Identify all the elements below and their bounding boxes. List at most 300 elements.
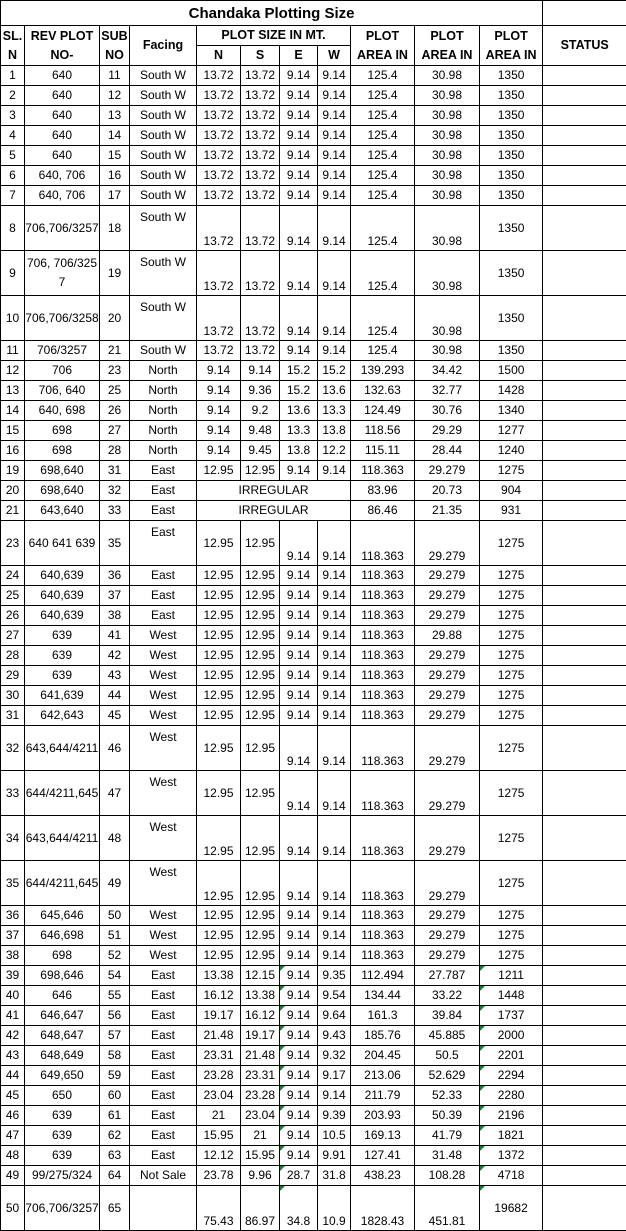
cell-area-3: 1275 [480,906,543,926]
cell-rev-plot: 643,644/4211 [25,726,100,771]
cell-e: 9.14 [280,461,318,481]
cell-area-2: 29.279 [415,861,480,906]
cell-n: 16.12 [197,986,241,1006]
table-row [1,666,626,686]
cell-sl: 26 [1,606,25,626]
cell-e: 9.14 [280,986,318,1006]
cell-rev-plot: 650 [25,1086,100,1106]
table-row [1,1066,626,1086]
header-n: N [197,46,241,66]
table-row [1,341,626,361]
cell-status [543,106,626,126]
cell-n: 12.95 [197,726,241,771]
cell-sl: 11 [1,341,25,361]
cell-e: 9.14 [280,126,318,146]
cell-area-1: 438.23 [351,1166,415,1186]
cell-sl: 23 [1,521,25,566]
cell-rev-plot: 640,639 [25,606,100,626]
cell-n: 19.17 [197,1006,241,1026]
cell-facing: West [130,926,197,946]
cell-s: 13.72 [241,166,280,186]
cell-sub-no: 49 [100,861,130,906]
cell-e: 9.14 [280,566,318,586]
cell-status [543,816,626,861]
cell-sub-no: 16 [100,166,130,186]
cell-status [543,1186,626,1231]
table-row [1,126,626,146]
table-row [1,441,626,461]
cell-n: 21 [197,1106,241,1126]
cell-w: 9.14 [318,726,351,771]
cell-rev-plot: 646,698 [25,926,100,946]
cell-area-2: 30.98 [415,126,480,146]
cell-rev-plot: 642,643 [25,706,100,726]
cell-w: 9.14 [318,106,351,126]
header-area-3: PLOT AREA IN [480,26,543,66]
cell-s: 21.48 [241,1046,280,1066]
cell-rev-plot: 640 [25,106,100,126]
cell-area-3: 1275 [480,586,543,606]
cell-e: 9.14 [280,966,318,986]
cell-area-3: 19682 [480,1186,543,1231]
cell-s: 13.72 [241,86,280,106]
cell-sub-no: 32 [100,481,130,501]
cell-rev-plot: 99/275/324 [25,1166,100,1186]
cell-sl: 47 [1,1126,25,1146]
cell-area-2: 30.98 [415,296,480,341]
cell-area-3: 1275 [480,461,543,481]
cell-sl: 24 [1,566,25,586]
cell-area-2: 29.279 [415,726,480,771]
cell-n: 9.14 [197,421,241,441]
cell-rev-plot: 640 [25,126,100,146]
cell-sl: 30 [1,686,25,706]
cell-s: 12.95 [241,861,280,906]
cell-status [543,521,626,566]
cell-facing: East [130,501,197,521]
cell-facing: East [130,966,197,986]
cell-s: 12.95 [241,586,280,606]
cell-rev-plot: 640 [25,66,100,86]
cell-area-1: 139.293 [351,361,415,381]
cell-status [543,926,626,946]
cell-area-3: 1275 [480,646,543,666]
cell-area-3: 1275 [480,706,543,726]
cell-status [543,66,626,86]
cell-w: 9.14 [318,626,351,646]
cell-facing: East [130,521,197,566]
cell-e: 9.14 [280,706,318,726]
cell-sl: 32 [1,726,25,771]
cell-sl: 15 [1,421,25,441]
table-row [1,706,626,726]
cell-sub-no: 44 [100,686,130,706]
cell-status [543,1106,626,1126]
page-title: Chandaka Plotting Size [1,1,543,26]
cell-area-1: 125.4 [351,186,415,206]
cell-w: 9.14 [318,206,351,251]
table-body [1,66,626,1231]
cell-n: 13.72 [197,106,241,126]
cell-area-1: 118.363 [351,946,415,966]
cell-sub-no: 15 [100,146,130,166]
cell-s: 9.48 [241,421,280,441]
header-area-1: PLOT AREA IN [351,26,415,66]
cell-area-3: 1275 [480,686,543,706]
cell-n: 13.72 [197,206,241,251]
cell-e: 9.14 [280,1126,318,1146]
cell-area-3: 1350 [480,106,543,126]
cell-sub-no: 61 [100,1106,130,1126]
cell-w: 9.14 [318,146,351,166]
cell-w: 9.32 [318,1046,351,1066]
cell-status [543,481,626,501]
cell-n: 13.72 [197,296,241,341]
cell-w: 9.14 [318,706,351,726]
cell-facing: East [130,1026,197,1046]
header-sub: SUB NO [100,26,130,66]
cell-rev-plot: 640 641 639 [25,521,100,566]
cell-area-2: 29.88 [415,626,480,646]
cell-rev-plot: 640,639 [25,586,100,606]
cell-area-3: 1275 [480,666,543,686]
cell-sl: 40 [1,986,25,1006]
table-row [1,251,626,296]
cell-sl: 31 [1,706,25,726]
cell-facing: West [130,861,197,906]
cell-area-1: 118.363 [351,461,415,481]
cell-sl: 38 [1,946,25,966]
cell-area-1: 118.363 [351,771,415,816]
header-area-2: PLOT AREA IN [415,26,480,66]
cell-area-1: 124.49 [351,401,415,421]
cell-s: 12.95 [241,706,280,726]
cell-n: 12.95 [197,686,241,706]
cell-n: 12.95 [197,926,241,946]
cell-area-2: 32.77 [415,381,480,401]
cell-sl: 27 [1,626,25,646]
table-row [1,986,626,1006]
cell-s: 12.15 [241,966,280,986]
cell-area-2: 29.279 [415,606,480,626]
cell-rev-plot: 643,644/4211 [25,816,100,861]
cell-status [543,1126,626,1146]
table-row [1,816,626,861]
cell-area-1: 118.363 [351,726,415,771]
cell-area-2: 52.33 [415,1086,480,1106]
cell-e: 9.14 [280,166,318,186]
cell-n: 12.95 [197,771,241,816]
cell-facing: West [130,666,197,686]
cell-sub-no: 52 [100,946,130,966]
cell-area-1: 125.4 [351,206,415,251]
cell-rev-plot: 644/4211,645 [25,861,100,906]
cell-area-3: 1500 [480,361,543,381]
cell-sub-no: 56 [100,1006,130,1026]
cell-w: 9.14 [318,906,351,926]
cell-e: 9.14 [280,666,318,686]
cell-w: 9.14 [318,646,351,666]
cell-area-1: 125.4 [351,106,415,126]
cell-status [543,1006,626,1026]
table-row [1,946,626,966]
cell-sl: 16 [1,441,25,461]
cell-sl: 41 [1,1006,25,1026]
cell-facing: South W [130,86,197,106]
cell-e: 9.14 [280,206,318,251]
cell-e: 9.14 [280,146,318,166]
cell-status [543,1026,626,1046]
header-status: STATUS [543,26,626,66]
cell-area-2: 27.787 [415,966,480,986]
cell-facing: Not Sale [130,1166,197,1186]
table-row [1,86,626,106]
cell-area-2: 29.279 [415,521,480,566]
cell-area-2: 30.76 [415,401,480,421]
cell-e: 9.14 [280,1086,318,1106]
cell-n: 9.14 [197,441,241,461]
cell-s: 12.95 [241,461,280,481]
cell-e: 9.14 [280,1006,318,1026]
cell-rev-plot: 649,650 [25,1066,100,1086]
cell-e: 9.14 [280,106,318,126]
cell-s: 9.96 [241,1166,280,1186]
cell-sl: 1 [1,66,25,86]
cell-s: 13.72 [241,66,280,86]
cell-w: 9.14 [318,1086,351,1106]
cell-area-1: 1828.43 [351,1186,415,1231]
cell-status [543,726,626,771]
cell-rev-plot: 639 [25,1126,100,1146]
cell-sub-no: 26 [100,401,130,421]
cell-e: 28.7 [280,1166,318,1186]
cell-w: 9.14 [318,66,351,86]
cell-facing: West [130,706,197,726]
cell-area-3: 4718 [480,1166,543,1186]
table-row [1,586,626,606]
cell-facing: West [130,626,197,646]
cell-e: 9.14 [280,686,318,706]
table-row [1,106,626,126]
cell-area-3: 904 [480,481,543,501]
cell-n: 13.72 [197,146,241,166]
cell-area-1: 118.363 [351,861,415,906]
cell-area-3: 931 [480,501,543,521]
cell-area-1: 118.363 [351,626,415,646]
cell-s: 12.95 [241,566,280,586]
cell-s: 16.12 [241,1006,280,1026]
cell-sub-no: 51 [100,926,130,946]
cell-rev-plot: 645,646 [25,906,100,926]
table-row [1,926,626,946]
cell-n: 12.95 [197,666,241,686]
cell-rev-plot: 698 [25,421,100,441]
table-row [1,1006,626,1026]
cell-w: 10.5 [318,1126,351,1146]
cell-area-2: 30.98 [415,106,480,126]
cell-facing: West [130,946,197,966]
cell-rev-plot: 639 [25,646,100,666]
cell-sl: 46 [1,1106,25,1126]
header-s: S [241,46,280,66]
cell-e: 9.14 [280,66,318,86]
cell-facing: East [130,1126,197,1146]
cell-sub-no: 18 [100,206,130,251]
cell-s: 13.72 [241,126,280,146]
cell-e: 9.14 [280,816,318,861]
cell-n: 12.95 [197,816,241,861]
cell-rev-plot: 639 [25,1106,100,1126]
cell-status [543,441,626,461]
cell-n: 9.14 [197,361,241,381]
cell-sl: 2 [1,86,25,106]
cell-sub-no: 13 [100,106,130,126]
cell-s: 13.72 [241,251,280,296]
cell-area-3: 2280 [480,1086,543,1106]
cell-area-1: 185.76 [351,1026,415,1046]
cell-status [543,401,626,421]
cell-sl: 36 [1,906,25,926]
title-blank-cell [543,1,626,26]
cell-e: 13.8 [280,441,318,461]
cell-rev-plot: 640, 698 [25,401,100,421]
cell-sub-no: 23 [100,361,130,381]
cell-sl: 14 [1,401,25,421]
cell-sub-no: 14 [100,126,130,146]
cell-sub-no: 12 [100,86,130,106]
cell-e: 9.14 [280,926,318,946]
header-facing: Facing [130,26,197,66]
cell-area-1: 118.363 [351,566,415,586]
cell-area-3: 1350 [480,206,543,251]
cell-area-3: 1275 [480,521,543,566]
cell-e: 9.14 [280,521,318,566]
cell-rev-plot: 646 [25,986,100,1006]
cell-sub-no: 21 [100,341,130,361]
cell-sl: 8 [1,206,25,251]
cell-w: 9.39 [318,1106,351,1126]
cell-sub-no: 28 [100,441,130,461]
cell-e: 9.14 [280,86,318,106]
cell-sub-no: 59 [100,1066,130,1086]
cell-facing: East [130,1006,197,1026]
cell-status [543,966,626,986]
cell-s: 23.31 [241,1066,280,1086]
cell-facing: East [130,986,197,1006]
cell-area-1: 118.363 [351,706,415,726]
cell-n: 23.28 [197,1066,241,1086]
cell-area-1: 118.363 [351,926,415,946]
cell-s: 9.45 [241,441,280,461]
cell-w: 9.14 [318,771,351,816]
cell-sl: 33 [1,771,25,816]
cell-area-3: 1211 [480,966,543,986]
cell-area-2: 451.81 [415,1186,480,1231]
cell-rev-plot: 698 [25,946,100,966]
cell-rev-plot: 644/4211,645 [25,771,100,816]
cell-w: 9.14 [318,686,351,706]
cell-rev-plot: 640, 706 [25,166,100,186]
table-row [1,566,626,586]
cell-area-1: 118.56 [351,421,415,441]
cell-area-3: 1350 [480,166,543,186]
cell-area-3: 1275 [480,566,543,586]
table-row [1,461,626,481]
cell-sub-no: 42 [100,646,130,666]
cell-area-2: 30.98 [415,206,480,251]
cell-e: 13.6 [280,401,318,421]
cell-area-1: 203.93 [351,1106,415,1126]
cell-area-2: 30.98 [415,146,480,166]
cell-s: 12.95 [241,606,280,626]
cell-sub-no: 25 [100,381,130,401]
cell-area-3: 1275 [480,946,543,966]
cell-area-2: 20.73 [415,481,480,501]
cell-w: 9.14 [318,946,351,966]
cell-n: 9.14 [197,381,241,401]
cell-facing: North [130,441,197,461]
cell-area-3: 1275 [480,726,543,771]
cell-area-3: 1240 [480,441,543,461]
cell-status [543,206,626,251]
cell-sub-no: 36 [100,566,130,586]
table-row [1,906,626,926]
header-rev: REV PLOT NO- [25,26,100,66]
cell-s: 12.95 [241,926,280,946]
cell-n: 12.95 [197,646,241,666]
cell-facing: East [130,586,197,606]
cell-facing: East [130,1106,197,1126]
cell-sub-no: 31 [100,461,130,481]
cell-w: 9.14 [318,86,351,106]
cell-rev-plot: 706,706/3257 [25,1186,100,1231]
cell-sl: 34 [1,816,25,861]
cell-area-1: 118.363 [351,606,415,626]
cell-area-1: 125.4 [351,126,415,146]
cell-n: 23.04 [197,1086,241,1106]
cell-area-3: 1275 [480,626,543,646]
cell-e: 9.14 [280,906,318,926]
cell-n: 12.95 [197,706,241,726]
cell-area-3: 1275 [480,816,543,861]
table-row [1,1186,626,1231]
cell-area-3: 1372 [480,1146,543,1166]
cell-area-2: 29.279 [415,566,480,586]
cell-rev-plot: 706, 706/3257 [25,251,100,296]
cell-sub-no: 17 [100,186,130,206]
cell-area-1: 118.363 [351,686,415,706]
cell-s: 23.28 [241,1086,280,1106]
table-row [1,726,626,771]
cell-area-3: 1277 [480,421,543,441]
cell-w: 13.3 [318,401,351,421]
cell-n: 13.72 [197,66,241,86]
cell-s: 13.72 [241,146,280,166]
table-row [1,861,626,906]
cell-s: 12.95 [241,906,280,926]
cell-status [543,501,626,521]
cell-n: 21.48 [197,1026,241,1046]
cell-sl: 28 [1,646,25,666]
cell-w: 9.14 [318,606,351,626]
cell-area-2: 50.5 [415,1046,480,1066]
cell-sub-no: 33 [100,501,130,521]
cell-area-2: 29.279 [415,646,480,666]
cell-area-2: 50.39 [415,1106,480,1126]
cell-sub-no: 58 [100,1046,130,1066]
cell-e: 13.3 [280,421,318,441]
cell-w: 9.14 [318,186,351,206]
